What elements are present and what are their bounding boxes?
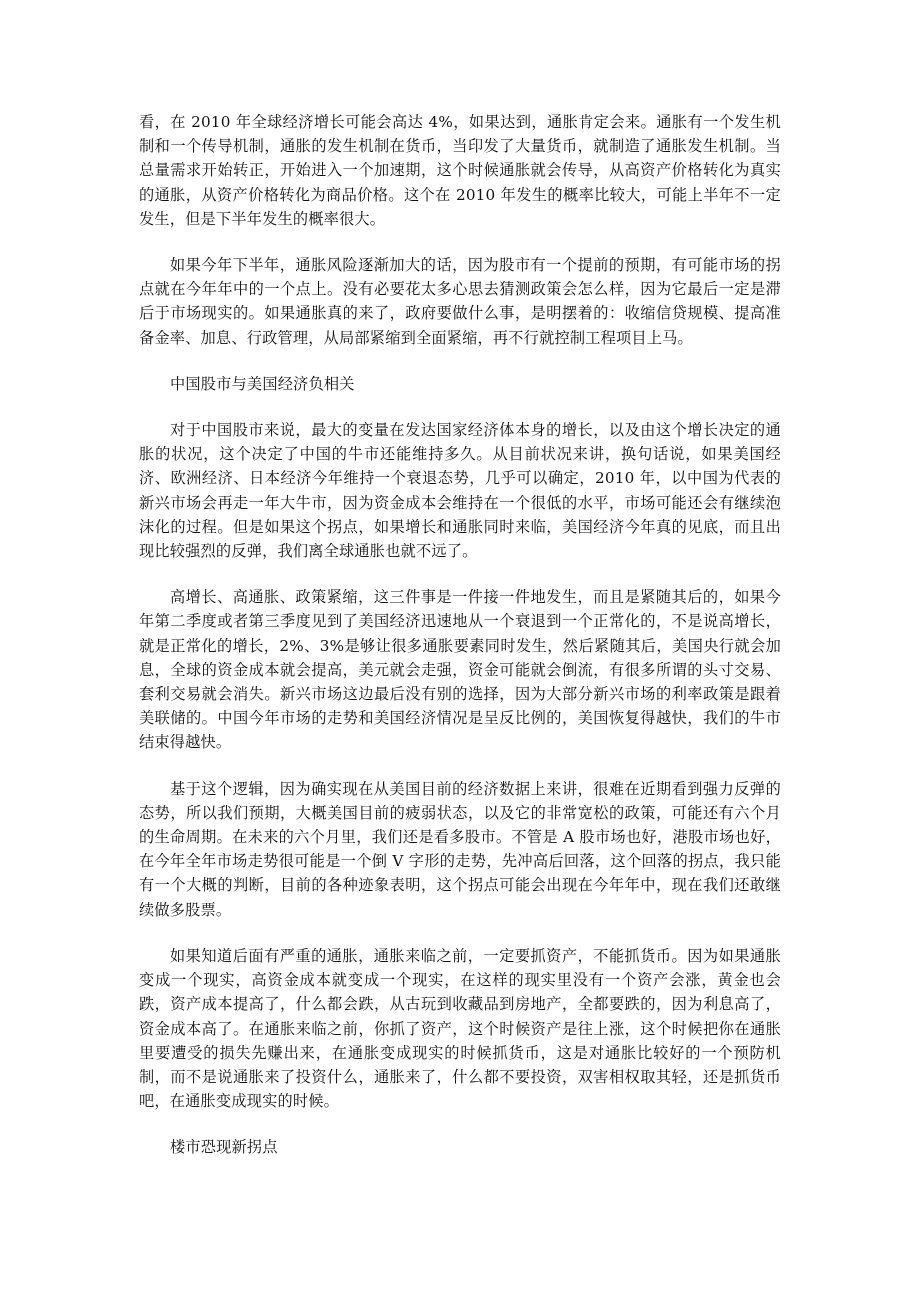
paragraph-variable-growth: 对于中国股市来说，最大的变量在发达国家经济体本身的增长，以及由这个增长决定的通胀的状况，这个决定了中国的牛市还能维持多久。从目前状况来讲，换句话说，如果美国经济、欧洲经济、日本经济今年维持一个衰退态势，几乎可以确定，2010 年，以中国为代表的新兴市场会再走一年大牛市，因为资金成本会维持在一个很低的水平，市场可能还会有继续泡沫化的过程。但是如果这个拐点，如果增长和通胀同时来临，美国经济今年真的见底，而且出现比较强烈的反弹，我们离全球通胀也就不远了。 [139,421,781,561]
paragraph-high-growth-inflation: 高增长、高通胀、政策紧缩，这三件事是一件接一件地发生，而且是紧随其后的，如果今年第二季度或者第三季度见到了美国经济迅速地从一个衰退到一个正常化的，不是说高增长，就是正常化的增长，2%、3%是够让很多通胀要素同时发生，然后紧随其后，美国央行就会加息，全球的资金成本就会提高，美元就会走强，资金可能就会倒流，有很多所谓的头寸交易、套利交易就会消失。新兴市场这边最后没有别的选择，因为大部分新兴市场的利率政策是跟着美联储的。中国今年市场的走势和美国经济情况是呈反比例的，美国恢复得越快，我们的牛市结束得越快。 [139,588,781,752]
section-heading-china-us-correlation: 中国股市与美国经济负相关 [170,374,355,393]
paragraph-inflation-outlook: 看，在 2010 年全球经济增长可能会高达 4%，如果达到，通胀肯定会来。通胀有一个发生机制和一个传导机制，通胀的发生机制在货币，当印发了大量货币，就制造了通胀发生机制。当总量需求开始转正，开始进入一个加速期，这个时候通胀就会传导，从高资产价格转化为真实的通胀，从资产价格转化为商品价格。这个在 2010 年发生的概率比较大，可能上半年不一定发生，但是下半年发生的概率很大。 [139,113,781,228]
document-body [139,110,781,1182]
paragraph-policy-tightening: 如果今年下半年，通胀风险逐渐加大的话，因为股市有一个提前的预期，有可能市场的拐点就在今年年中的一个点上。没有必要花太多心思去猜测政策会怎么样，因为它最后一定是滞后于市场现实的。如果通胀真的来了，政府要做什么事，是明摆着的：收缩信贷规模、提高准备金率、加息、行政管理，从局部紧缩到全面紧缩，再不行就控制工程项目上马。 [139,256,781,347]
paragraph-assets-vs-currency: 如果知道后面有严重的通胀，通胀来临之前，一定要抓资产，不能抓货币。因为如果通胀变成一个现实，高资金成本就变成一个现实，在这样的现实里没有一个资产会涨，黄金也会跌，资产成本提高了，什么都会跌，从古玩到收藏品到房地产，全都要跌的，因为利息高了，资金成本高了。在通胀来临之前，你抓了资产，这个时候资产是往上涨，这个时候把你在通胀里要遭受的损失先赚出来，在通胀变成现实的时候抓货币，这是对通胀比较好的一个预防机制，而不是说通胀来了投资什么，通胀来了，什么都不要投资，双害相权取其轻，还是抓货币吧，在通胀变成现实的时候。 [139,946,781,1111]
section-heading-property-market: 楼市恐现新拐点 [170,1138,278,1157]
paragraph-six-month-cycle: 基于这个逻辑，因为确实现在从美国目前的经济数据上来讲，很难在近期看到强力反弹的态势，所以我们预期，大概美国目前的疲弱状态，以及它的非常宽松的政策，可能还有六个月的生命周期。在未来的六个月里，我们还是看多股市。不管是 A 股市场也好，港股市场也好，在今年全年市场走势很可能是一个倒 V 字形的走势，先冲高后回落，这个回落的拐点，我只能有一个大概的判断，目前的各种迹象表明，这个拐点可能会出现在今年年中，现在我们还敢继续做多股票。 [139,779,781,919]
